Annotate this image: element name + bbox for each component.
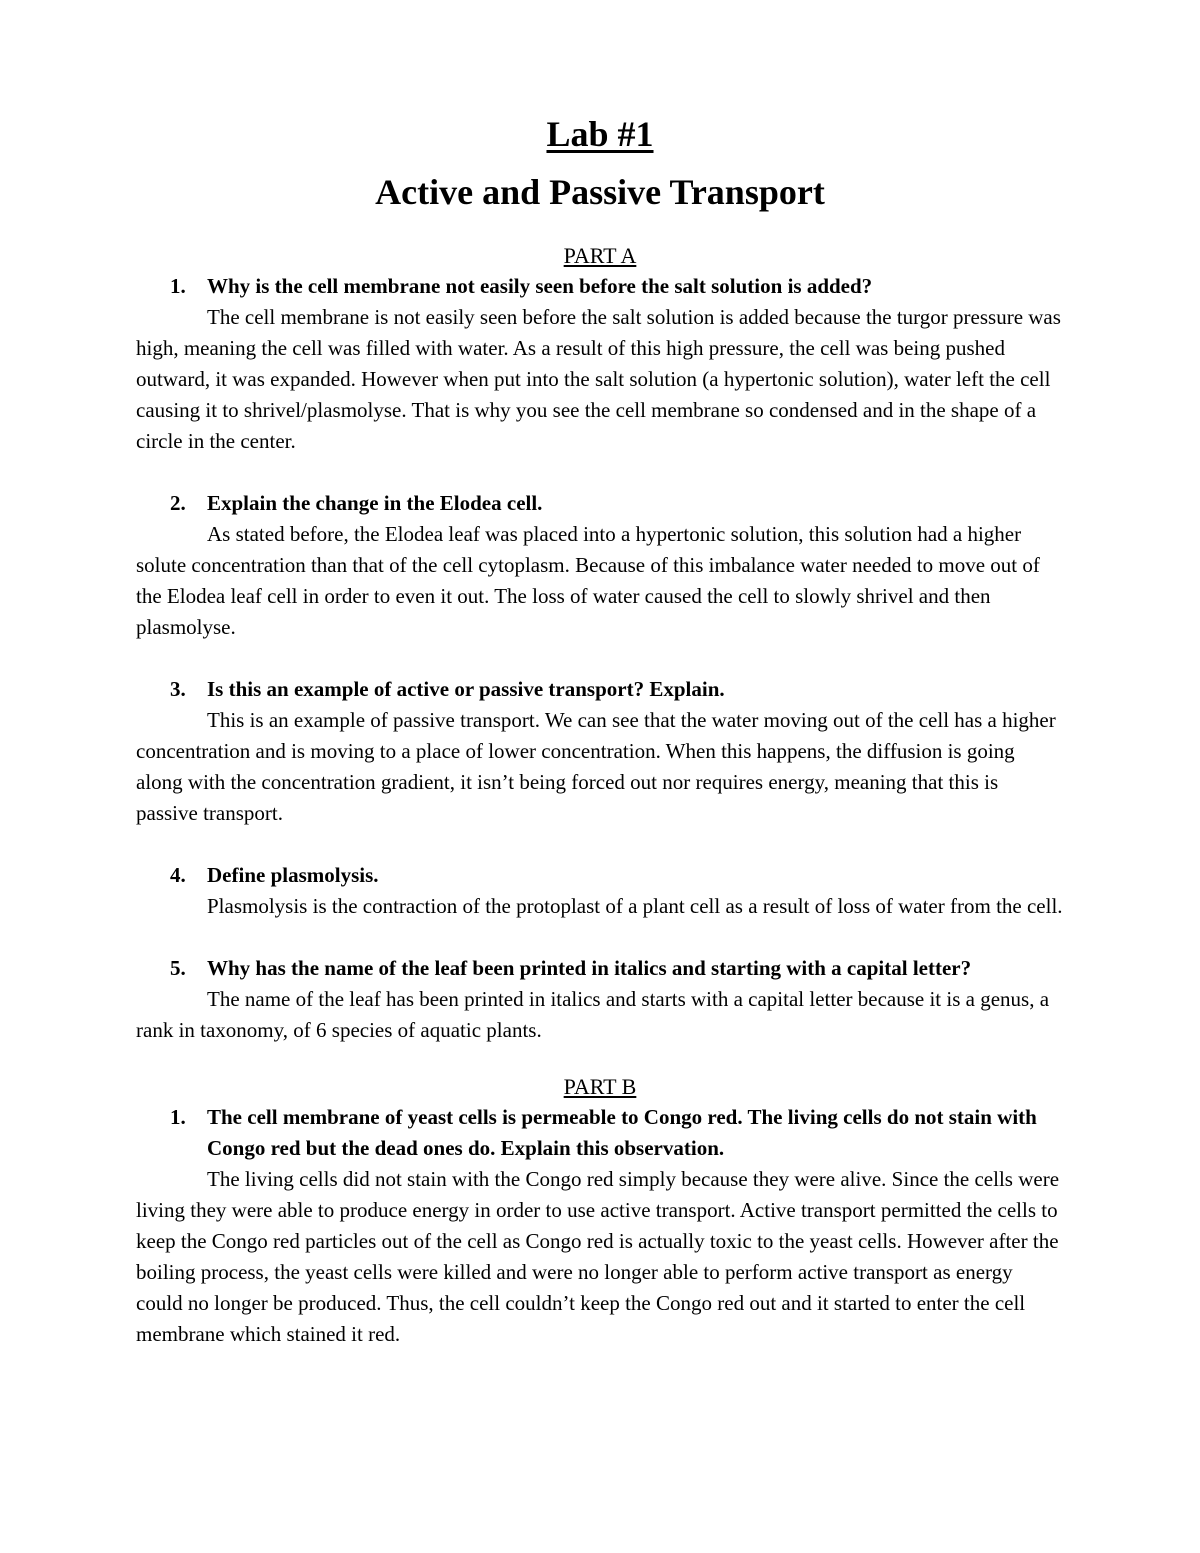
question-text <box>136 953 1064 984</box>
question-block <box>136 271 1064 457</box>
question-label: Explain the change in the Elodea cell. <box>207 491 543 515</box>
part-a-heading: PART A <box>563 243 637 268</box>
question-label: Define plasmolysis. <box>207 863 379 887</box>
question-number: 4. <box>170 863 186 887</box>
question-text <box>136 1102 1064 1164</box>
question-number: 1. <box>170 274 186 298</box>
question-label: Why has the name of the leaf been printed in italics and starting with a capital letter? <box>207 956 972 980</box>
answer-text: As stated before, the Elodea leaf was placed into a hypertonic solution, this solution had a higher solute concentration than that of the cell cytoplasm. Because of this imbalance water needed to move out of the Elodea leaf cell in order to even it out. The loss of water caused the cell to slowly shrivel and then plasmolyse. <box>136 522 1040 639</box>
question-number: 2. <box>170 491 186 515</box>
question-block <box>136 1102 1064 1350</box>
question-text <box>136 860 1064 891</box>
part-a-section <box>136 240 1064 1046</box>
question-number: 3. <box>170 677 186 701</box>
answer-text: The cell membrane is not easily seen before the salt solution is added because the turgor pressure was high, meaning the cell was filled with water. As a result of this high pressure, the cell was being pushed outward, it was expanded. However when put into the salt solution (a hypertonic solution), water left the cell causing it to shrivel/plasmolyse. That is why you see the cell membrane so condensed and in the shape of a circle in the center. <box>136 305 1061 453</box>
question-label: Is this an example of active or passive transport? Explain. <box>207 677 725 701</box>
part-b-heading: PART B <box>563 1074 637 1099</box>
question-text <box>136 271 1064 302</box>
answer-text: This is an example of passive transport. We can see that the water moving out of the cell has a higher concentration and is moving to a place of lower concentration. When this happens, the diffusion is going along with the concentration gradient, it isn’t being forced out nor requires energy, meaning that this is passive transport. <box>136 708 1056 825</box>
question-block <box>136 488 1064 643</box>
document-title: Lab #1 <box>546 114 654 154</box>
question-text <box>136 674 1064 705</box>
question-block <box>136 674 1064 829</box>
question-number: 5. <box>170 956 186 980</box>
question-block <box>136 860 1064 922</box>
answer-text: The name of the leaf has been printed in italics and starts with a capital letter because it is a genus, a rank in taxonomy, of 6 species of aquatic plants. <box>136 987 1050 1042</box>
answer-text: Plasmolysis is the contraction of the protoplast of a plant cell as a result of loss of water from the cell. <box>207 894 1063 918</box>
part-b-section <box>136 1071 1064 1350</box>
question-label: Why is the cell membrane not easily seen before the salt solution is added? <box>207 274 873 298</box>
question-label: The cell membrane of yeast cells is permeable to Congo red. The living cells do not stain with Congo red but the dead ones do. Explain this observation. <box>207 1105 1037 1160</box>
question-text <box>136 488 1064 519</box>
document-subtitle: Active and Passive Transport <box>375 172 825 212</box>
question-block <box>136 953 1064 1046</box>
question-number: 1. <box>170 1105 186 1129</box>
answer-text: The living cells did not stain with the Congo red simply because they were alive. Since the cells were living they were able to produce energy in order to use active transport. Active transport permitted the cells to keep the Congo red particles out of the cell as Congo red is actually toxic to the yeast cells. However after the boiling process, the yeast cells were killed and were no longer able to perform active transport as energy could no longer be produced. Thus, the cell couldn’t keep the Congo red out and it started to enter the cell membrane which stained it red. <box>136 1167 1060 1346</box>
